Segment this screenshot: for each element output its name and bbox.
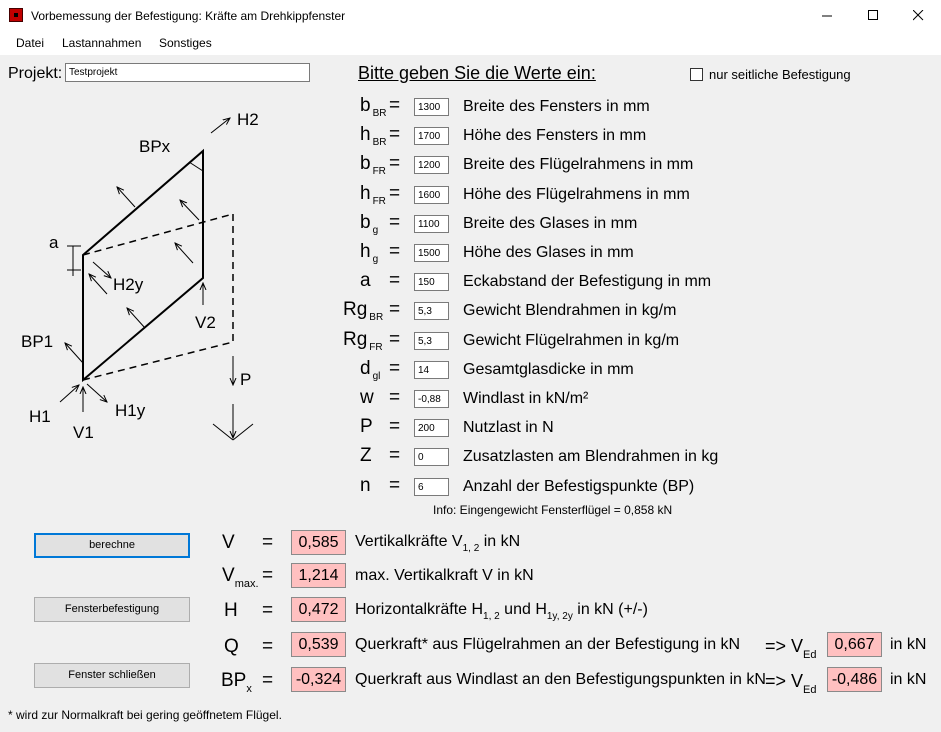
input-description: Höhe des Glases in mm: [463, 244, 634, 261]
menu-lastannahmen[interactable]: Lastannahmen: [62, 36, 142, 50]
input-eq: =: [389, 183, 401, 204]
input-field[interactable]: 1300: [414, 98, 449, 116]
result-bpx-ved-label: => $V_{Ed}$: [765, 671, 817, 696]
menu-datei[interactable]: Datei: [16, 36, 45, 50]
input-description: Breite des Fensters in mm: [463, 98, 650, 115]
label-h2y: H2y: [113, 275, 144, 294]
input-eq: =: [389, 95, 401, 116]
close-window-button[interactable]: Fenster schließen: [34, 663, 190, 688]
label-bp1: BP1: [21, 332, 54, 351]
input-field[interactable]: 200: [414, 419, 449, 437]
result-bpx-desc: Querkraft aus Windlast an den Befestigungspunkten in kN: [355, 671, 766, 688]
input-symbol: b $_{BR}$: [360, 95, 387, 119]
input-eq: =: [389, 387, 401, 408]
input-field[interactable]: 0: [414, 448, 449, 466]
result-bpx-value: -0,324: [291, 667, 346, 692]
input-field[interactable]: 150: [414, 273, 449, 291]
label-v1: V1: [73, 423, 94, 442]
result-h-eq: =: [262, 600, 274, 621]
window-force-diagram: [15, 100, 270, 450]
result-bpx-unit: in kN: [890, 671, 927, 688]
label-a: a: [49, 233, 59, 252]
input-field[interactable]: 6: [414, 478, 449, 496]
input-eq: =: [389, 329, 401, 350]
footnote: * wird zur Normalkraft bei gering geöffnetem Flügel.: [8, 708, 282, 722]
input-eq: =: [389, 475, 401, 496]
menu-bar: [0, 31, 941, 55]
side-fixing-checkbox[interactable]: [690, 68, 703, 81]
result-q-eq: =: [262, 636, 274, 657]
result-q-value: 0,539: [291, 632, 346, 657]
input-eq: =: [389, 270, 401, 291]
input-symbol: a: [360, 270, 371, 291]
input-description: Eckabstand der Befestigung in mm: [463, 273, 712, 290]
result-vmax-desc: max. Vertikalkraft V in kN: [355, 567, 534, 584]
input-description: Breite des Glases in mm: [463, 215, 638, 232]
input-field[interactable]: 1700: [414, 127, 449, 145]
input-description: Anzahl der Befestigspunkte (BP): [463, 478, 695, 495]
minimize-icon: [822, 10, 833, 21]
input-symbol: h $_{FR}$: [360, 183, 386, 207]
maximize-button[interactable]: [850, 0, 896, 31]
project-input[interactable]: Testprojekt: [65, 63, 310, 82]
calculate-button[interactable]: berechne: [34, 533, 190, 558]
input-symbol: Rg $_{FR}$: [343, 329, 383, 353]
result-vmax-eq: =: [262, 565, 274, 586]
label-h1: H1: [29, 407, 51, 426]
result-v-value: 0,585: [291, 530, 346, 555]
input-symbol: h $_g$: [360, 241, 379, 265]
result-v-desc: Vertikalkräfte $V_{1, 2}$ in kN: [355, 533, 521, 554]
input-eq: =: [389, 416, 401, 437]
result-q-desc: Querkraft* aus Flügelrahmen an der Befestigung in kN: [355, 636, 741, 653]
input-symbol: d $_{gl}$: [360, 358, 381, 382]
input-eq: =: [389, 299, 401, 320]
label-p: P: [240, 370, 252, 389]
input-field[interactable]: 5,3: [414, 302, 449, 320]
label-h1y: H1y: [115, 401, 146, 420]
input-symbol: b $_g$: [360, 212, 379, 236]
input-description: Breite des Flügelrahmens in mm: [463, 156, 694, 173]
window-title: Vorbemessung der Befestigung: Kräfte am Drehkippfenster: [31, 9, 346, 23]
result-q-ved-label: => $V_{Ed}$: [765, 636, 817, 661]
close-button[interactable]: [895, 0, 941, 31]
label-h2: H2: [237, 110, 259, 129]
input-description: Gewicht Blendrahmen in kg/m: [463, 302, 677, 319]
input-description: Gesamtglasdicke in mm: [463, 361, 634, 378]
maximize-icon: [868, 10, 879, 21]
input-eq: =: [389, 212, 401, 233]
result-q-ved-value: 0,667: [827, 632, 882, 657]
input-description: Zusatzlasten am Blendrahmen in kg: [463, 448, 719, 465]
input-field[interactable]: -0,88: [414, 390, 449, 408]
result-v-symbol: V: [222, 532, 235, 553]
result-q-symbol: Q: [224, 636, 239, 657]
input-eq: =: [389, 153, 401, 174]
result-vmax-value: 1,214: [291, 563, 346, 588]
result-bpx-ved-value: -0,486: [827, 667, 882, 692]
input-description: Gewicht Flügelrahmen in kg/m: [463, 332, 680, 349]
label-v2: V2: [195, 313, 216, 332]
input-eq: =: [389, 445, 401, 466]
input-field[interactable]: 5,3: [414, 332, 449, 350]
input-description: Windlast in kN/m²: [463, 390, 589, 407]
input-heading: Bitte geben Sie die Werte ein:: [358, 63, 596, 83]
input-field[interactable]: 1500: [414, 244, 449, 262]
close-icon: [913, 10, 924, 21]
result-bpx-symbol: $BP_x$: [221, 670, 252, 695]
result-h-symbol: H: [224, 600, 238, 621]
window-fixing-button[interactable]: Fensterbefestigung: [34, 597, 190, 622]
input-field[interactable]: 1600: [414, 186, 449, 204]
input-eq: =: [389, 124, 401, 145]
input-field[interactable]: 1100: [414, 215, 449, 233]
result-vmax-symbol: $V_{max.}$: [222, 565, 259, 590]
result-v-eq: =: [262, 532, 274, 553]
label-bpx: BPx: [139, 137, 171, 156]
input-field[interactable]: 14: [414, 361, 449, 379]
input-description: Nutzlast in N: [463, 419, 554, 436]
menu-sonstiges[interactable]: Sonstiges: [159, 36, 212, 50]
app-icon: [9, 8, 23, 22]
input-symbol: n: [360, 475, 371, 496]
input-symbol: Z: [360, 445, 372, 466]
input-symbol: P: [360, 416, 373, 437]
input-eq: =: [389, 241, 401, 262]
result-h-desc: Horizontalkräfte $H_{1, 2}$ und $H_{1y, 2y}$ in kN (+/-): [355, 601, 648, 622]
result-q-unit: in kN: [890, 636, 927, 653]
input-description: Höhe des Flügelrahmens in mm: [463, 186, 690, 203]
minimize-button[interactable]: [804, 0, 850, 31]
side-fixing-label: nur seitliche Befestigung: [709, 67, 851, 82]
input-eq: =: [389, 358, 401, 379]
input-field[interactable]: 1200: [414, 156, 449, 174]
input-symbol: h $_{BR}$: [360, 124, 387, 148]
input-symbol: b $_{FR}$: [360, 153, 386, 177]
input-description: Höhe des Fensters in mm: [463, 127, 647, 144]
input-symbol: w: [360, 387, 374, 408]
info-text: Info: Eingengewicht Fensterflügel = 0,858 kN: [433, 503, 673, 517]
result-h-value: 0,472: [291, 597, 346, 622]
title-bar: [0, 0, 941, 31]
result-bpx-eq: =: [262, 670, 274, 691]
project-label: Projekt:: [8, 65, 63, 82]
input-symbol: Rg $_{BR}$: [343, 299, 384, 323]
